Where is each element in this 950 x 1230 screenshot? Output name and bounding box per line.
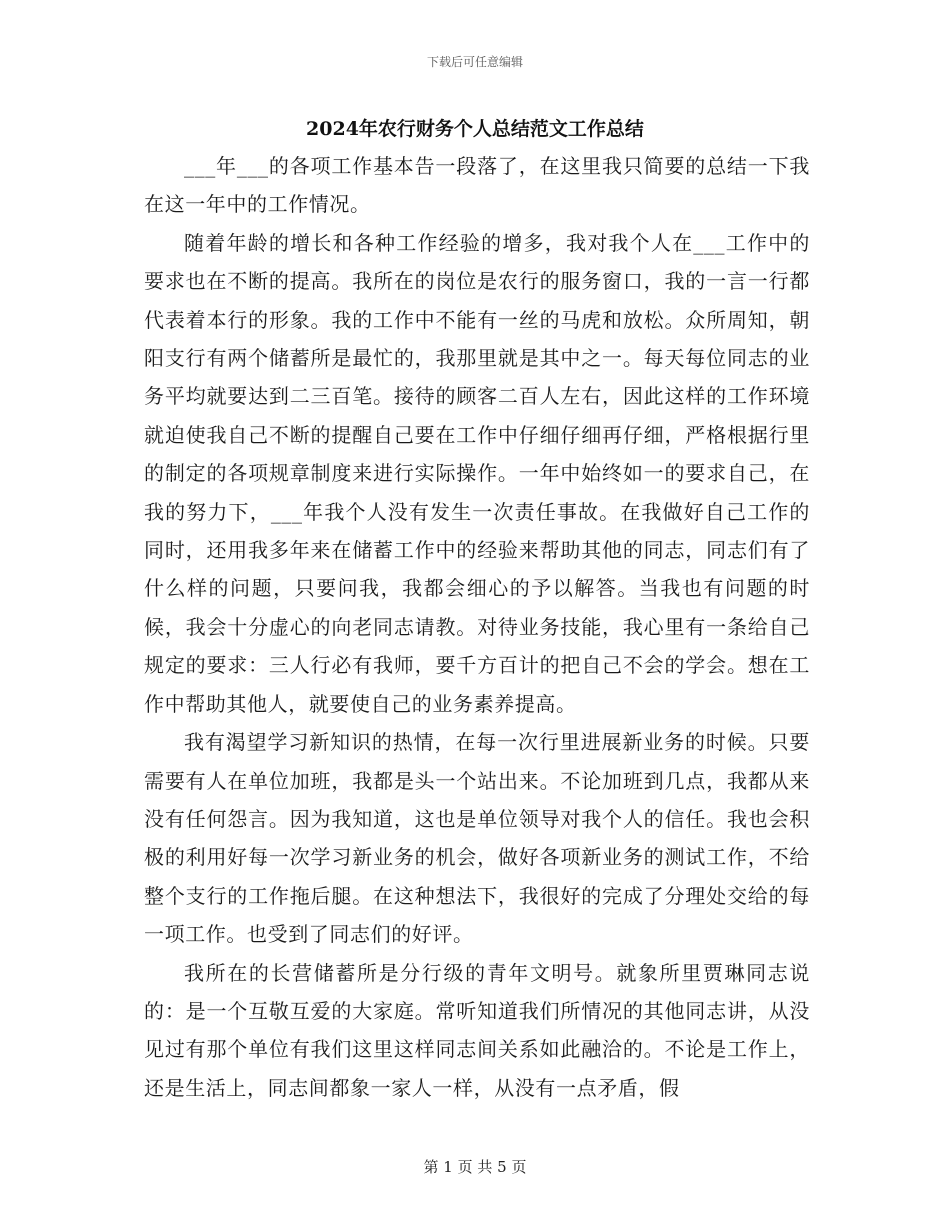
paragraph-2: 随着年龄的增长和各种工作经验的增多，我对我个人在___工作中的要求也在不断的提高。我所在的岗位是农行的服务窗口，我的一言一行都代表着本行的形象。我的工作中不能有一丝的马虎和放松。众所周知，朝阳支行有两个储蓄所是最忙的，我那里就是其中之一。每天每位同志的业务平均就要达到二三百笔。接待的顾客二百人左右，因此这样的工作环境就迫使我自己不断的提醒自己要在工作中仔细仔细再仔细，严格根据行里的制定的各项规章制度来进行实际操作。一年中始终如一的要求自己，在我的努力下，___年我个人没有发生一次责任事故。在我做好自己工作的同时，还用我多年来在储蓄工作中的经验来帮助其他的同志，同志们有了什么样的问题，只要问我，我都会细心的予以解答。当我也有问题的时候，我会十分虚心的向老同志请教。对待业务技能，我心里有一条给自己规定的要求：三人行必有我师，要千方百计的把自己不会的学会。想在工作中帮助其他人，就要使自己的业务素养提高。	[144, 230, 810, 716]
document-title: 2024年农行财务个人总结范文工作总结	[306, 118, 644, 140]
paragraph-3: 我有渴望学习新知识的热情，在每一次行里进展新业务的时候。只要需要有人在单位加班，我都是头一个站出来。不论加班到几点，我都从来没有任何怨言。因为我知道，这也是单位领导对我个人的信任。我也会积极的利用好每一次学习新业务的机会，做好各项新业务的测试工作，不给整个支行的工作拖后腿。在这种想法下，我很好的完成了分理处交给的每一项工作。也受到了同志们的好评。	[144, 730, 810, 947]
document-body	[144, 147, 810, 1107]
paragraph-4: 我所在的长营储蓄所是分行级的青年文明号。就象所里贾琳同志说的：是一个互敬互爱的大家庭。常听知道我们所情况的其他同志讲，从没见过有那个单位有我们这里这样同志间关系如此融洽的。不论是工作上，还是生活上，同志间都象一家人一样，从没有一点矛盾，假	[144, 960, 810, 1100]
page-header-note: 下载后可任意编辑	[426, 55, 523, 69]
paragraph-1: ___年___的各项工作基本告一段落了，在这里我只简要的总结一下我在这一年中的工作情况。	[144, 154, 810, 217]
page-number: 第 1 页 共 5 页	[423, 1158, 527, 1176]
